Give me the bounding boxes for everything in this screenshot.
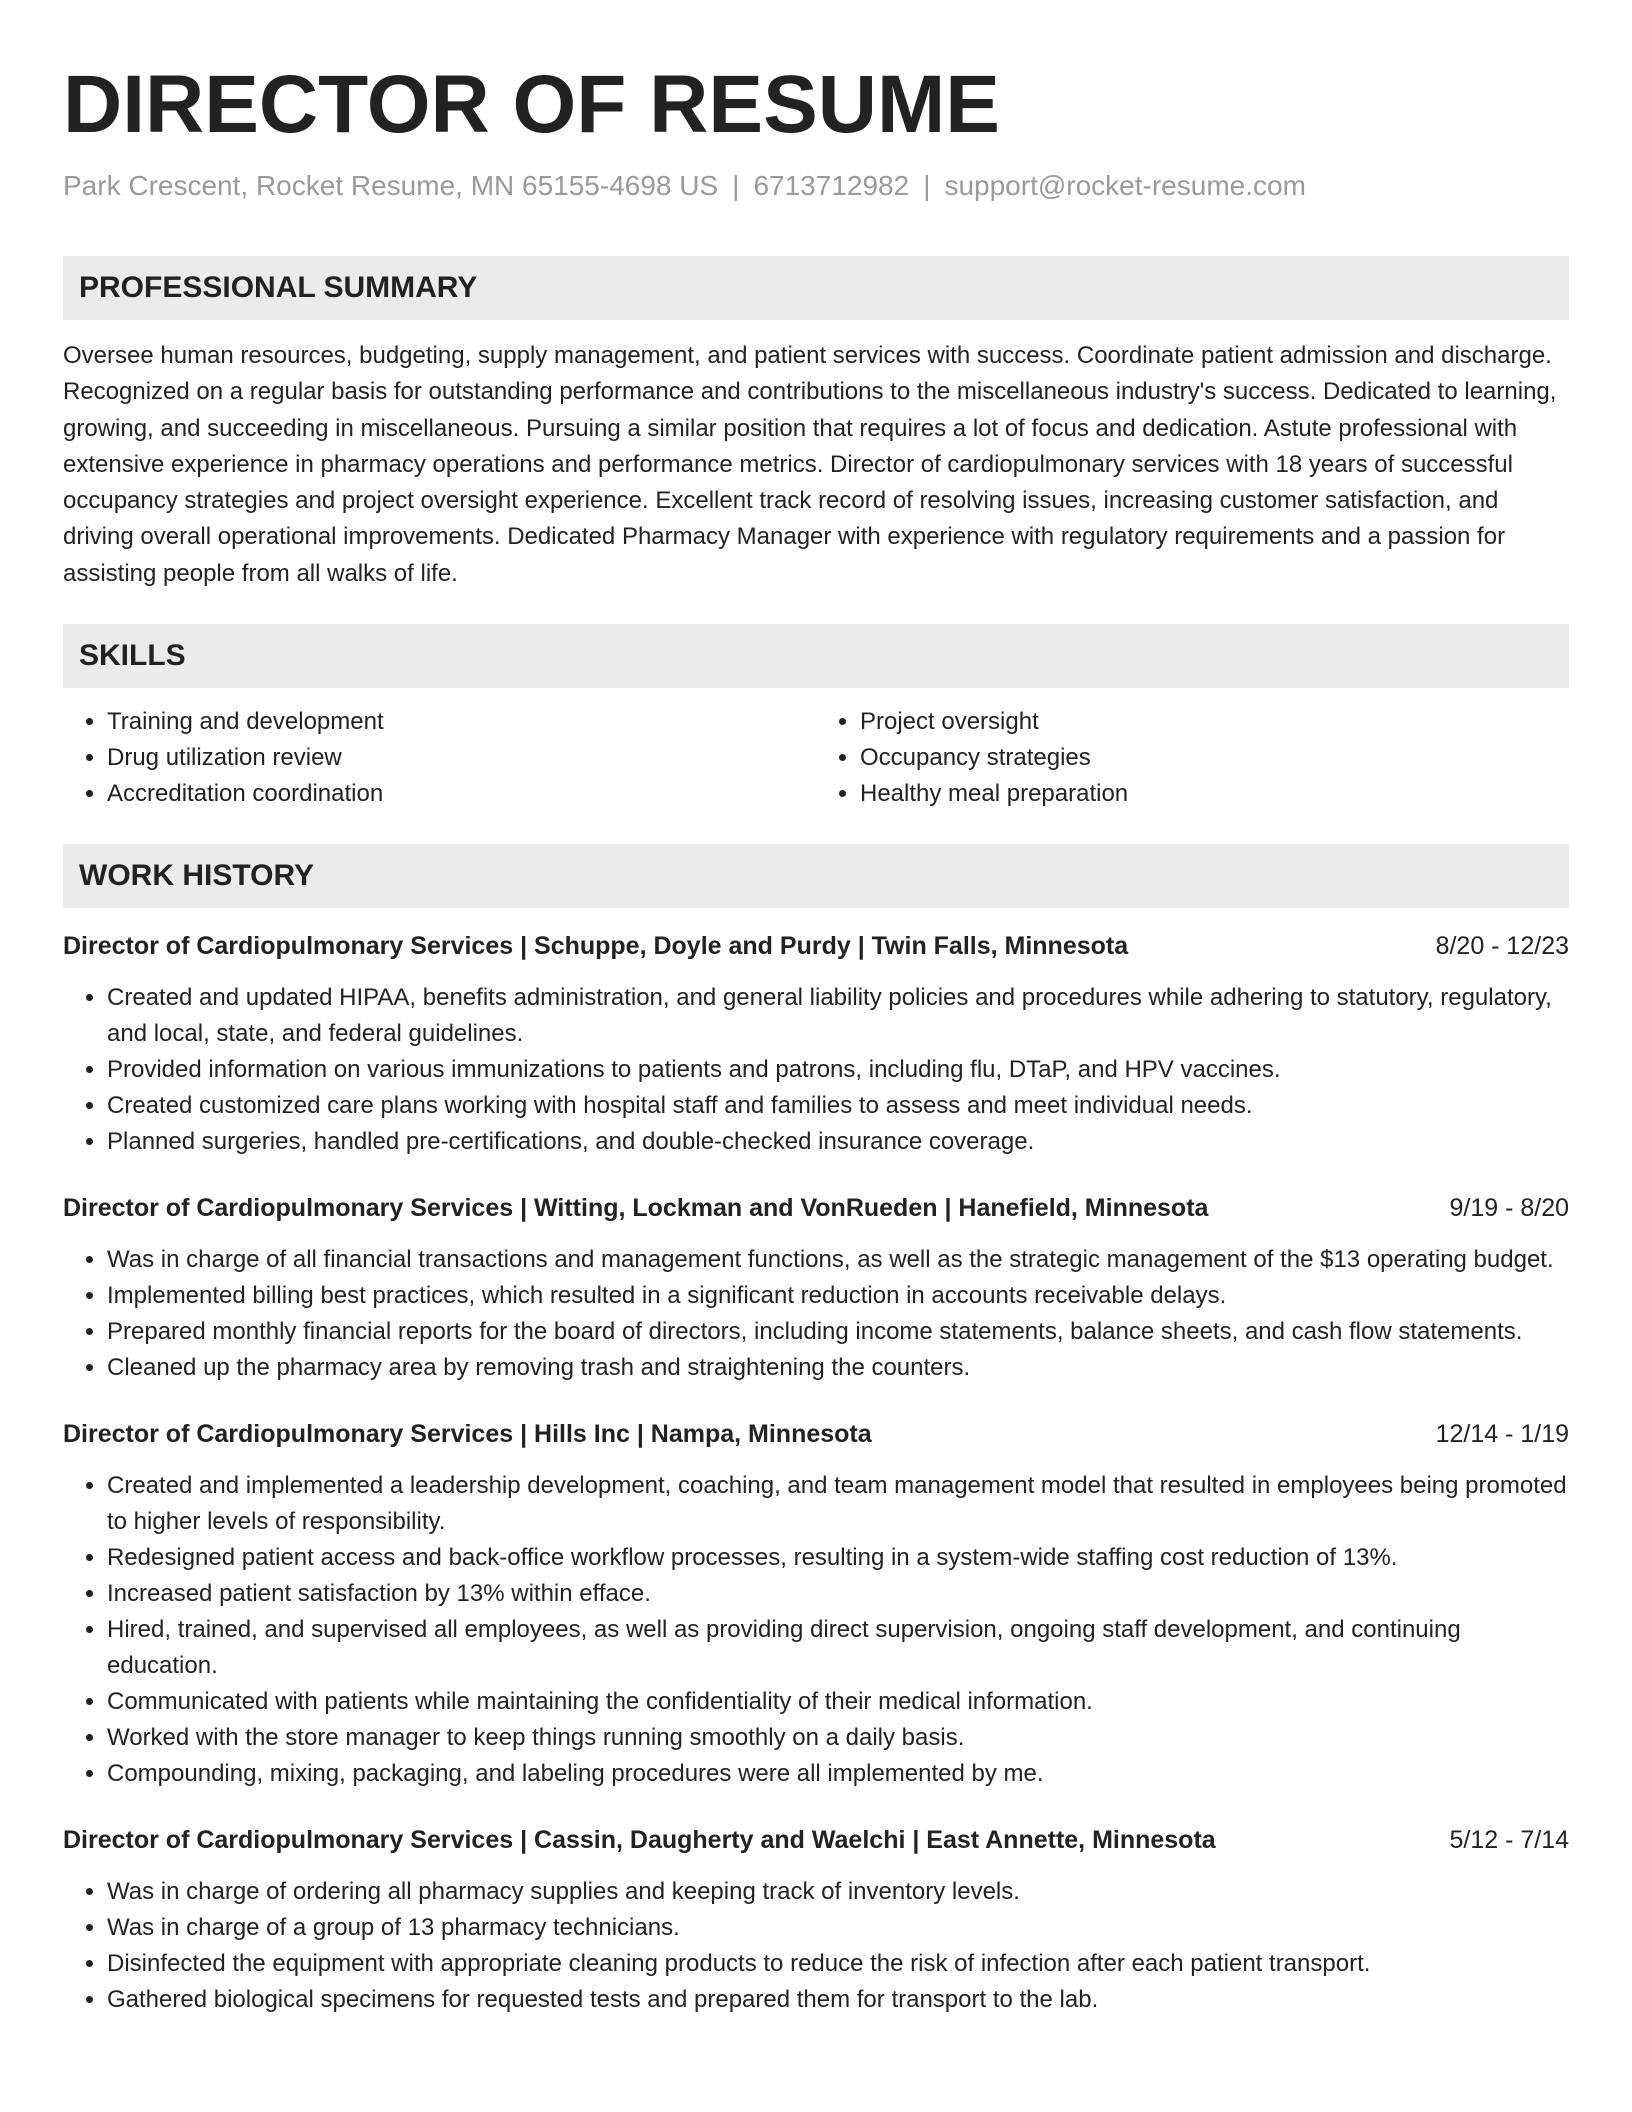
skills-heading: SKILLS xyxy=(63,624,1569,688)
contact-line xyxy=(63,168,1569,204)
skill-item: • Occupancy strategies xyxy=(860,740,1569,776)
summary-text: Oversee human resources, budgeting, supply management, and patient services with success. Coordinate patient admission and discharge. Recognized on a regular basis for outstanding performance and contributions to the miscellaneous industry's success. Dedicated to learning, growing, and succeeding in miscellaneous. Pursuing a similar position that requires a lot of focus and dedication. Astute professional with extensive experience in pharmacy operations and performance metrics. Director of cardiopulmonary services with 18 years of successful occupancy strategies and project oversight experience. Excellent track record of resolving issues, increasing customer satisfaction, and driving overall operational improvements. Dedicated Pharmacy Manager with experience with regulatory requirements and a passion for assisting people from all walks of life. xyxy=(63,342,1557,587)
job-bullet: • Was in charge of all financial transactions and management functions, as well as the strategic management of the $13 operating budget. xyxy=(107,1242,1569,1278)
contact-phone: 6713712982 xyxy=(753,170,910,201)
job-title: Director of Cardiopulmonary Services | Hills Inc | Nampa, Minnesota xyxy=(63,1420,872,1449)
job-dates: 5/12 - 7/14 xyxy=(1449,1826,1569,1855)
job-title: Director of Cardiopulmonary Services | Witting, Lockman and VonRueden | Hanefield, Minnesota xyxy=(63,1194,1209,1223)
skills-column-right xyxy=(816,704,1569,812)
job-bullet: • Implemented billing best practices, which resulted in a significant reduction in accounts receivable delays. xyxy=(107,1278,1569,1314)
job-bullet: • Created and implemented a leadership development, coaching, and team management model that resulted in employees being promoted to higher levels of responsibility. xyxy=(107,1468,1569,1540)
job-bullet: • Was in charge of ordering all pharmacy supplies and keeping track of inventory levels. xyxy=(107,1874,1569,1910)
job-bullet: • Was in charge of a group of 13 pharmacy technicians. xyxy=(107,1910,1569,1946)
job-entry xyxy=(63,1416,1569,1792)
skill-item: • Project oversight xyxy=(860,704,1569,740)
summary-heading: PROFESSIONAL SUMMARY xyxy=(63,256,1569,320)
resume-name: DIRECTOR OF RESUME xyxy=(63,59,1000,150)
skill-item: • Healthy meal preparation xyxy=(860,776,1569,812)
contact-separator: | xyxy=(732,170,740,201)
job-bullet: • Gathered biological specimens for requested tests and prepared them for transport to the lab. xyxy=(107,1982,1569,2018)
job-bullet: • Cleaned up the pharmacy area by removing trash and straightening the counters. xyxy=(107,1350,1569,1386)
work-history-heading: WORK HISTORY xyxy=(63,844,1569,908)
skill-item: • Accreditation coordination xyxy=(107,776,816,812)
job-entry xyxy=(63,1190,1569,1386)
job-title: Director of Cardiopulmonary Services | Schuppe, Doyle and Purdy | Twin Falls, Minnesota xyxy=(63,932,1129,961)
contact-email: support@rocket-resume.com xyxy=(944,170,1306,201)
skills-list xyxy=(63,704,1569,812)
job-bullets xyxy=(63,980,1569,1160)
job-bullets xyxy=(63,1242,1569,1386)
job-bullet: • Planned surgeries, handled pre-certifications, and double-checked insurance coverage. xyxy=(107,1124,1569,1160)
job-header xyxy=(63,928,1569,964)
job-header xyxy=(63,1416,1569,1452)
job-dates: 9/19 - 8/20 xyxy=(1449,1194,1569,1223)
job-header xyxy=(63,1822,1569,1858)
job-bullet: • Increased patient satisfaction by 13% within efface. xyxy=(107,1576,1569,1612)
job-bullets xyxy=(63,1468,1569,1792)
job-bullet: • Provided information on various immunizations to patients and patrons, including flu, DTaP, and HPV vaccines. xyxy=(107,1052,1569,1088)
job-dates: 8/20 - 12/23 xyxy=(1435,932,1569,961)
job-bullet: • Created and updated HIPAA, benefits administration, and general liability policies and procedures while adhering to statutory, regulatory, and local, state, and federal guidelines. xyxy=(107,980,1569,1052)
contact-address: Park Crescent, Rocket Resume, MN 65155-4698 US xyxy=(63,170,719,201)
skills-column-left xyxy=(63,704,816,812)
job-bullets xyxy=(63,1874,1569,2018)
job-bullet: • Created customized care plans working with hospital staff and families to assess and meet individual needs. xyxy=(107,1088,1569,1124)
job-title: Director of Cardiopulmonary Services | Cassin, Daugherty and Waelchi | East Annette, Minnesota xyxy=(63,1826,1216,1855)
job-bullet: • Redesigned patient access and back-office workflow processes, resulting in a system-wide staffing cost reduction of 13%. xyxy=(107,1540,1569,1576)
job-bullet: • Communicated with patients while maintaining the confidentiality of their medical information. xyxy=(107,1684,1569,1720)
job-bullet: • Compounding, mixing, packaging, and labeling procedures were all implemented by me. xyxy=(107,1756,1569,1792)
contact-separator: | xyxy=(923,170,931,201)
job-entry xyxy=(63,928,1569,1160)
skill-item: • Training and development xyxy=(107,704,816,740)
job-dates: 12/14 - 1/19 xyxy=(1435,1420,1569,1449)
job-bullet: • Disinfected the equipment with appropriate cleaning products to reduce the risk of infection after each patient transport. xyxy=(107,1946,1569,1982)
job-entry xyxy=(63,1822,1569,2018)
job-bullet: • Prepared monthly financial reports for the board of directors, including income statements, balance sheets, and cash flow statements. xyxy=(107,1314,1569,1350)
skill-item: • Drug utilization review xyxy=(107,740,816,776)
job-header xyxy=(63,1190,1569,1226)
job-bullet: • Worked with the store manager to keep things running smoothly on a daily basis. xyxy=(107,1720,1569,1756)
job-bullet: • Hired, trained, and supervised all employees, as well as providing direct supervision, ongoing staff development, and continuing education. xyxy=(107,1612,1569,1684)
